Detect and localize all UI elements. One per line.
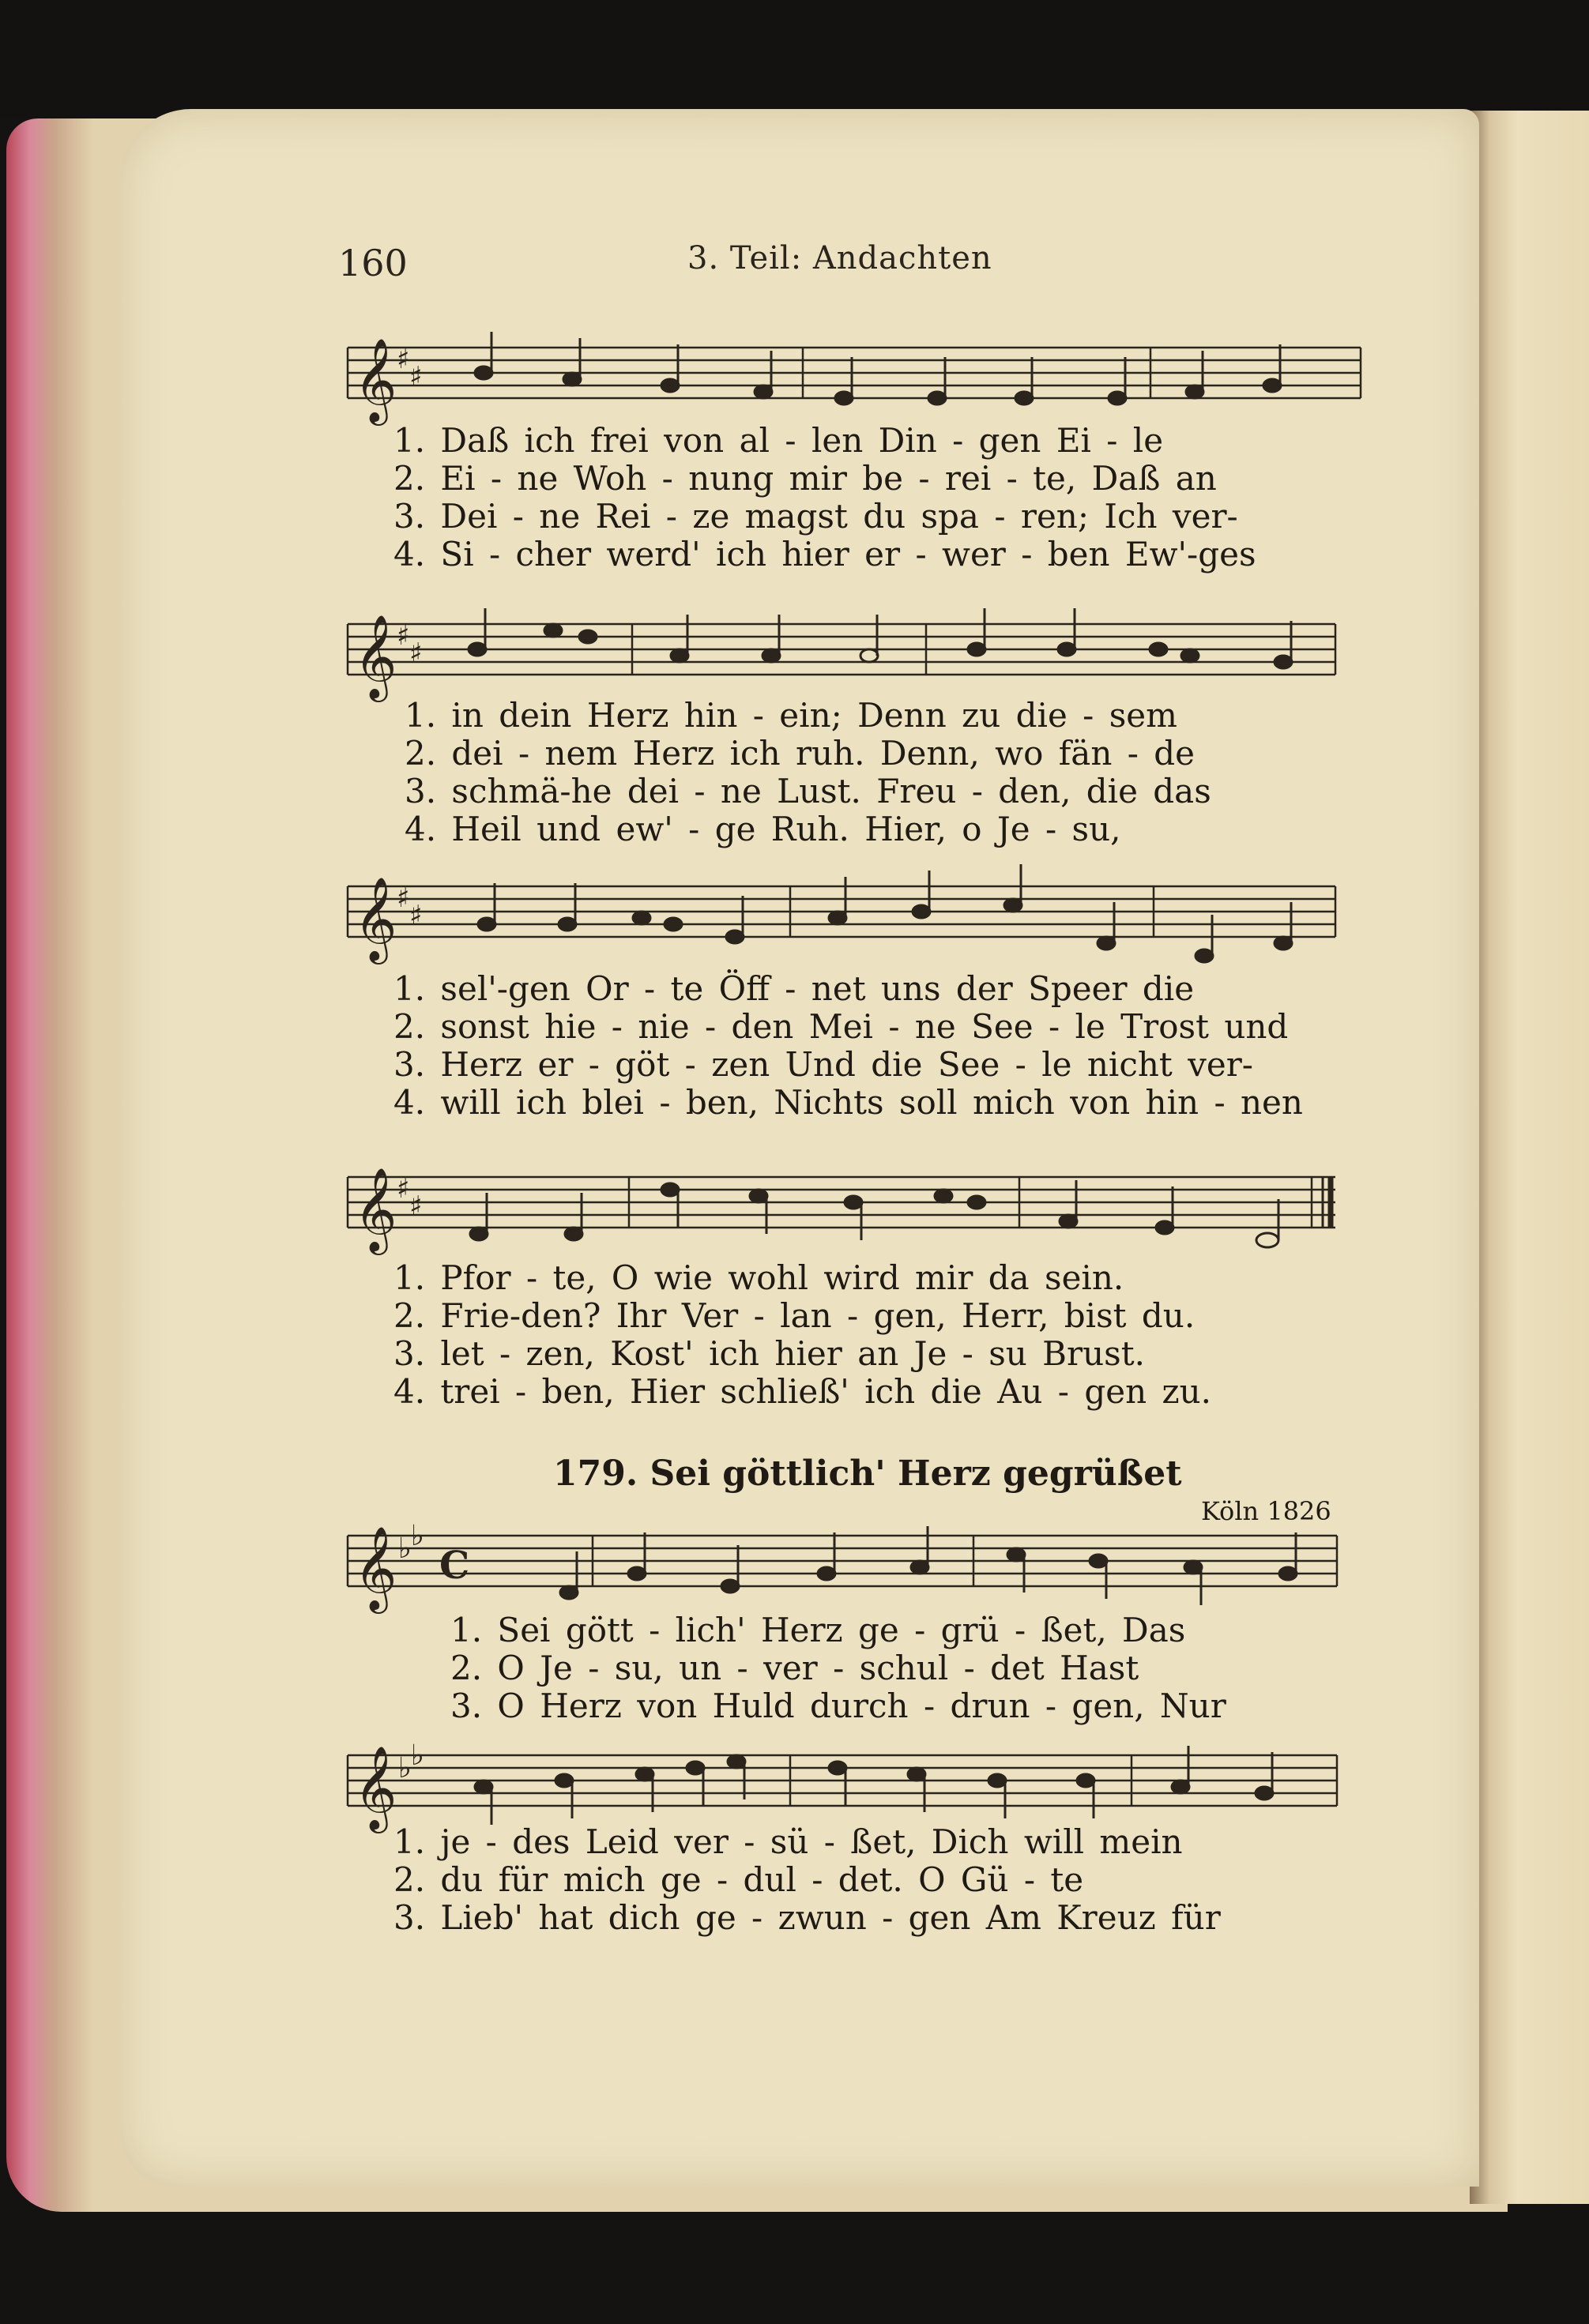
flat-icon: ♭ [398, 1532, 412, 1565]
verse-line: 1. Sei gött - lich' Herz ge - grü - ßet, Das [450, 1611, 1186, 1649]
sharp-icon: ♯ [397, 620, 410, 652]
lyrics-system-6 [393, 1823, 1357, 1937]
staff-system-4 [348, 1177, 1335, 1228]
sharp-icon: ♯ [397, 1173, 410, 1205]
running-header: 3. Teil: Andachten [687, 240, 992, 276]
verse-line: 3. Herz er - göt - zen Und die See - le nicht ver- [393, 1045, 1253, 1084]
lyrics-system-4 [393, 1259, 1357, 1411]
verse-line: 1. sel'-gen Or - te Öff - net uns der Speer die [393, 969, 1195, 1008]
treble-clef-icon: 𝄞 [354, 876, 397, 961]
flat-icon: ♭ [411, 1739, 424, 1772]
verse-line: 4. Si - cher werd' ich hier er - wer - ben Ew'-ges [393, 535, 1256, 573]
verse-line: 2. sonst hie - nie - den Mei - ne See - le Trost und [393, 1007, 1289, 1046]
verse-line: 4. Heil und ew' - ge Ruh. Hier, o Je - su, [405, 810, 1121, 848]
verse-line: 3. O Herz von Huld durch - drun - gen, Nur [450, 1687, 1226, 1725]
verse-line: 2. Ei - ne Woh - nung mir be - rei - te, Daß an [393, 459, 1217, 498]
lyrics-system-2 [405, 697, 1369, 848]
treble-clef-icon: 𝄞 [354, 1745, 397, 1829]
verse-line: 1. in dein Herz hin - ein; Denn zu die - sem [405, 696, 1177, 735]
verse-line: 2. Frie-den? Ihr Ver - lan - gen, Herr, bist du. [393, 1296, 1196, 1335]
lyrics-system-1 [393, 422, 1357, 573]
staff-system-1 [348, 348, 1361, 398]
verse-line: 4. trei - ben, Hier schließ' ich die Au - gen zu. [393, 1372, 1212, 1411]
verse-line: 3. Lieb' hat dich ge - zwun - gen Am Kreuz für [393, 1898, 1221, 1937]
sharp-icon: ♯ [409, 900, 423, 931]
sharp-icon: ♯ [409, 361, 423, 393]
lyrics-system-5 [450, 1611, 1414, 1725]
treble-clef-icon: 𝄞 [354, 337, 397, 422]
verse-line: 2. O Je - su, un - ver - schul - det Hast [450, 1649, 1139, 1687]
common-time-icon: C [439, 1544, 470, 1588]
treble-clef-icon: 𝄞 [354, 614, 397, 698]
treble-clef-icon: 𝄞 [354, 1525, 397, 1610]
verse-line: 1. je - des Leid ver - sü - ßet, Dich will mein [393, 1822, 1183, 1861]
verse-line: 2. du für mich ge - dul - det. O Gü - te [393, 1860, 1084, 1899]
verse-line: 1. Daß ich frei von al - len Din - gen Ei - le [393, 421, 1164, 460]
flat-icon: ♭ [411, 1520, 424, 1552]
verse-line: 3. schmä-he dei - ne Lust. Freu - den, die das [405, 772, 1211, 810]
flat-icon: ♭ [398, 1752, 412, 1784]
verse-line: 1. Pfor - te, O wie wohl wird mir da sein. [393, 1258, 1124, 1297]
sharp-icon: ♯ [409, 637, 423, 669]
sharp-icon: ♯ [397, 344, 410, 375]
page-number: 160 [338, 242, 408, 284]
hymn-title: 179. Sei göttlich' Herz gegrüßet [553, 1453, 1182, 1494]
verse-line: 3. let - zen, Kost' ich hier an Je - su Brust. [393, 1334, 1145, 1373]
lyrics-system-3 [393, 970, 1357, 1122]
hymn-source: Köln 1826 [1201, 1496, 1331, 1526]
verse-line: 3. Dei - ne Rei - ze magst du spa - ren; Ich ver- [393, 497, 1238, 536]
verse-line: 4. will ich blei - ben, Nichts soll mich von hin - nen [393, 1083, 1303, 1122]
sharp-icon: ♯ [409, 1190, 423, 1222]
treble-clef-icon: 𝄞 [354, 1167, 397, 1251]
sharp-icon: ♯ [397, 882, 410, 914]
verse-line: 2. dei - nem Herz ich ruh. Denn, wo fän - de [405, 734, 1196, 773]
